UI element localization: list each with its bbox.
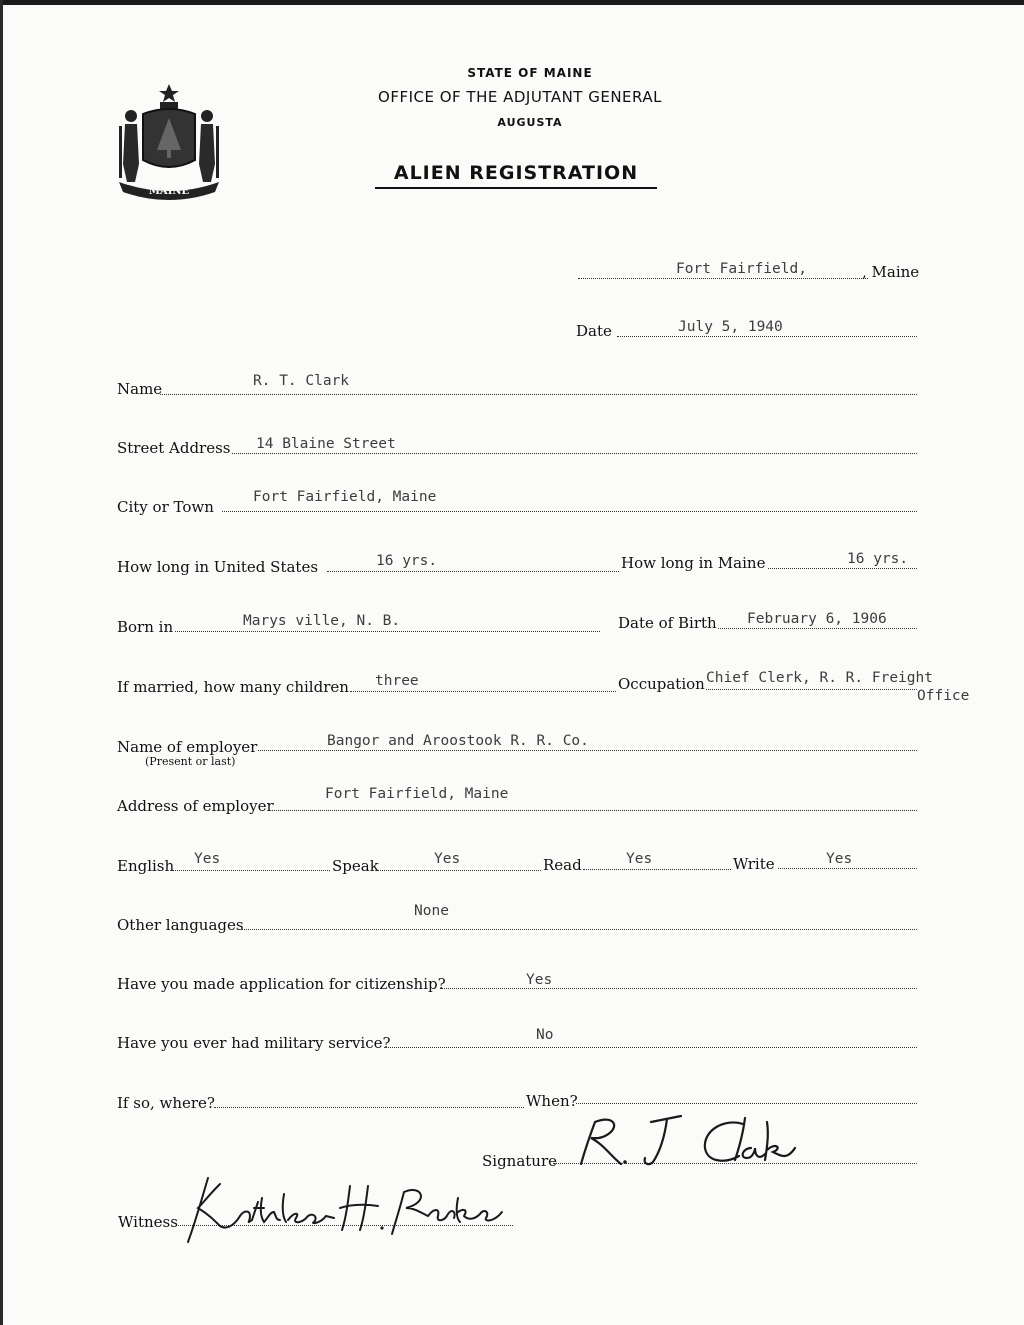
children-field-line bbox=[350, 691, 616, 692]
street-address-field-line bbox=[232, 453, 917, 454]
scan-left-edge bbox=[0, 0, 3, 1325]
english-label: English bbox=[117, 857, 175, 875]
other-languages-value: None bbox=[414, 903, 449, 919]
write-value: Yes bbox=[826, 851, 853, 867]
speak-value: Yes bbox=[434, 851, 461, 867]
employer-address-field-line bbox=[272, 810, 917, 811]
maine-duration-field-line bbox=[768, 568, 917, 569]
applicant-signature bbox=[555, 1108, 825, 1172]
write-field-line bbox=[778, 868, 917, 869]
witness-signature bbox=[168, 1168, 508, 1248]
witness-label: Witness bbox=[118, 1213, 178, 1231]
english-field-line bbox=[173, 870, 330, 871]
read-value: Yes bbox=[626, 851, 653, 867]
where-field-line bbox=[214, 1107, 524, 1108]
read-field-line bbox=[583, 869, 731, 870]
city-field-line bbox=[222, 511, 917, 512]
occupation-value-line-2: Office bbox=[917, 688, 970, 704]
name-value: R. T. Clark bbox=[253, 373, 350, 389]
employer-field-line bbox=[258, 750, 917, 751]
birthplace-label: Born in bbox=[117, 618, 174, 636]
employer-label: Name of employer bbox=[117, 738, 258, 756]
read-label: Read bbox=[543, 856, 582, 874]
street-address-value: 14 Blaine Street bbox=[256, 436, 396, 452]
maine-duration-value: 16 yrs. bbox=[847, 551, 909, 567]
when-label: When? bbox=[526, 1092, 578, 1110]
employer-sublabel: (Present or last) bbox=[145, 755, 236, 768]
maine-state-seal-icon bbox=[113, 78, 225, 202]
citizenship-field-line bbox=[440, 988, 917, 989]
other-languages-label: Other languages bbox=[117, 916, 244, 934]
citizenship-label: Have you made application for citizenship? bbox=[117, 975, 446, 993]
scan-top-edge bbox=[0, 0, 1024, 5]
place-state-label: , Maine bbox=[862, 263, 920, 281]
name-label: Name bbox=[117, 380, 163, 398]
military-service-value: No bbox=[536, 1027, 554, 1043]
date-field-line bbox=[617, 336, 917, 337]
seal-text: MAINE bbox=[148, 186, 190, 197]
street-address-label: Street Address bbox=[117, 439, 231, 457]
birth-date-label: Date of Birth bbox=[618, 614, 717, 632]
birth-date-value: February 6, 1906 bbox=[747, 611, 887, 627]
birthplace-field-line bbox=[175, 631, 600, 632]
signature-label: Signature bbox=[482, 1152, 558, 1170]
form-title: ALIEN REGISTRATION bbox=[393, 162, 639, 184]
where-label: If so, where? bbox=[117, 1094, 215, 1112]
city-heading: AUGUSTA bbox=[497, 116, 563, 129]
other-languages-field-line bbox=[242, 929, 917, 930]
write-label: Write bbox=[733, 855, 775, 873]
occupation-value-line-1: Chief Clerk, R. R. Freight bbox=[706, 670, 933, 686]
english-value: Yes bbox=[194, 851, 221, 867]
speak-label: Speak bbox=[332, 857, 379, 875]
date-value: July 5, 1940 bbox=[678, 319, 783, 335]
military-service-label: Have you ever had military service? bbox=[117, 1034, 391, 1052]
employer-value: Bangor and Aroostook R. R. Co. bbox=[327, 733, 589, 749]
birth-date-field-line bbox=[718, 628, 917, 629]
us-duration-value: 16 yrs. bbox=[376, 553, 438, 569]
title-underline bbox=[375, 187, 657, 189]
speak-field-line bbox=[376, 870, 541, 871]
place-value: Fort Fairfield, bbox=[676, 261, 807, 277]
occupation-field-line bbox=[706, 689, 917, 690]
maine-duration-label: How long in Maine bbox=[621, 554, 766, 572]
when-field-line bbox=[576, 1103, 917, 1104]
name-field-line bbox=[160, 394, 917, 395]
state-heading: STATE OF MAINE bbox=[467, 66, 593, 80]
employer-address-label: Address of employer bbox=[117, 797, 274, 815]
occupation-label: Occupation bbox=[618, 675, 705, 693]
birthplace-value: Marys ville, N. B. bbox=[243, 613, 401, 629]
place-field-line bbox=[578, 278, 868, 279]
employer-address-value: Fort Fairfield, Maine bbox=[325, 786, 509, 802]
date-label: Date bbox=[576, 322, 612, 340]
us-duration-label: How long in United States bbox=[117, 558, 319, 576]
us-duration-field-line bbox=[327, 571, 619, 572]
children-value: three bbox=[375, 673, 419, 689]
city-label: City or Town bbox=[117, 498, 214, 516]
military-service-field-line bbox=[384, 1047, 917, 1048]
children-label: If married, how many children bbox=[117, 678, 349, 696]
office-heading: OFFICE OF THE ADJUTANT GENERAL bbox=[378, 88, 662, 106]
citizenship-value: Yes bbox=[526, 972, 553, 988]
city-value: Fort Fairfield, Maine bbox=[253, 489, 437, 505]
